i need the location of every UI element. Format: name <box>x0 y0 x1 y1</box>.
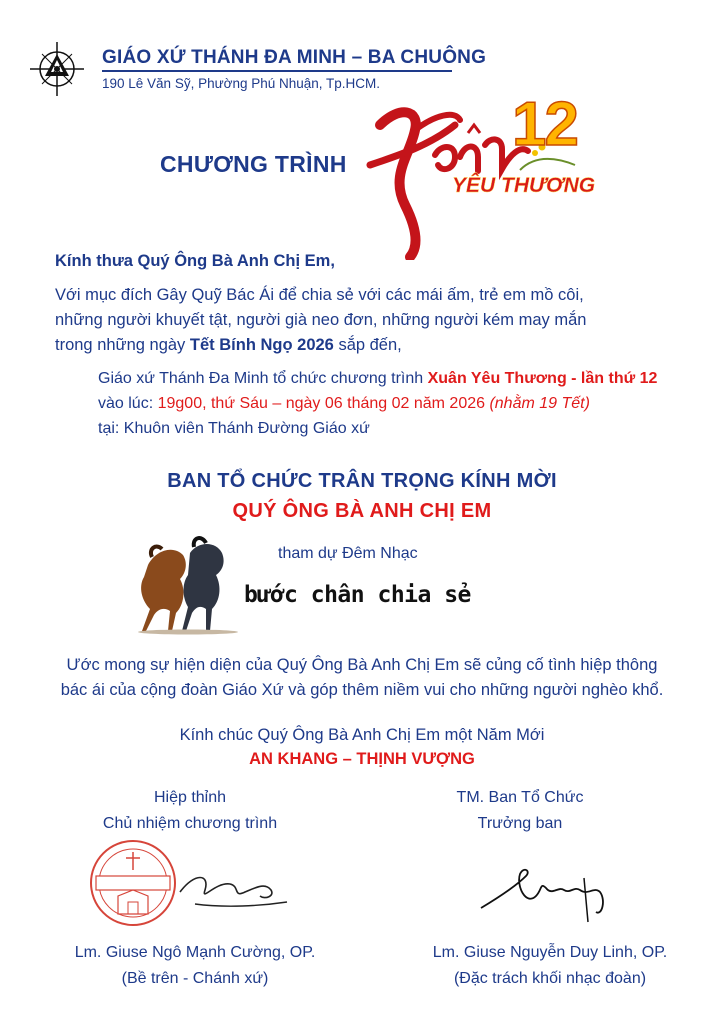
left-signer-name: Lm. Giuse Ngô Mạnh Cường, OP. <box>74 944 316 961</box>
event-time-label: vào lúc: <box>98 395 158 412</box>
left-signer-position: Chủ nhiệm chương trình <box>102 815 278 832</box>
right-signer-title: TM. Ban Tổ Chức <box>456 789 584 806</box>
event-time <box>98 392 590 415</box>
wish-line: bác ái của cộng đoàn Giáo Xứ và góp thêm niềm vui cho những người nghèo khổ. <box>60 681 664 699</box>
tet-year: Tết Bính Ngọ 2026 <box>189 336 334 354</box>
guests-heading: QUÝ ÔNG BÀ ANH CHỊ EM <box>232 500 492 522</box>
running-horses-illustration <box>128 535 246 635</box>
intro-line: những người khuyết tật, người già neo đơn, những người kém may mắn <box>55 311 587 329</box>
left-signer-title: Hiệp thỉnh <box>153 789 227 806</box>
left-signer-role: (Bề trên - Chánh xứ) <box>121 970 269 987</box>
left-handwritten-signature <box>175 862 290 917</box>
attend-text: tham dự Đêm Nhạc <box>278 545 418 562</box>
wish-line: Ước mong sự hiện diện của Quý Ông Bà Anh Chị Em sẽ củng cố tình hiệp thông <box>66 656 658 674</box>
parish-seal-stamp <box>88 838 178 928</box>
intro-text: sắp đến, <box>333 336 402 354</box>
event-line <box>98 367 657 390</box>
event-place: tại: Khuôn viên Thánh Đường Giáo xứ <box>98 420 370 437</box>
dominican-cross-logo-icon <box>28 40 86 98</box>
invitation-heading: BAN TỔ CHỨC TRÂN TRỌNG KÍNH MỜI <box>167 470 557 492</box>
intro-line <box>55 334 402 357</box>
right-handwritten-signature <box>476 856 626 928</box>
intro-text: trong những ngày <box>55 336 190 354</box>
event-time-value: 19g00, thứ Sáu – ngày 06 tháng 02 năm 2026 <box>157 395 490 412</box>
event-time-note: (nhằm 19 Tết) <box>489 395 590 412</box>
program-label: CHƯƠNG TRÌNH <box>160 151 347 177</box>
header-divider <box>102 70 452 72</box>
parish-name: GIÁO XỨ THÁNH ĐA MINH – BA CHUÔNG <box>102 47 487 68</box>
right-signer-role: (Đặc trách khối nhạc đoàn) <box>453 970 647 987</box>
art-subtitle: YÊU THƯƠNG <box>452 174 596 197</box>
event-text: Giáo xứ Thánh Đa Minh tổ chức chương trình <box>98 370 428 387</box>
concert-title: bước chân chia sẻ <box>244 582 471 608</box>
event-name: Xuân Yêu Thương - lần thứ 12 <box>427 370 658 387</box>
salutation: Kính thưa Quý Ông Bà Anh Chị Em, <box>55 252 335 270</box>
blessing: AN KHANG – THỊNH VƯỢNG <box>249 750 475 768</box>
right-signer-position: Trưởng ban <box>477 815 563 832</box>
right-signer-name: Lm. Giuse Nguyễn Duy Linh, OP. <box>432 944 668 961</box>
intro-line: Với mục đích Gây Quỹ Bác Ái để chia sẻ với các mái ấm, trẻ em mồ côi, <box>55 286 584 304</box>
new-year-greeting: Kính chúc Quý Ông Bà Anh Chị Em một Năm Mới <box>179 726 545 744</box>
edition-number: 12 <box>512 90 577 159</box>
parish-address: 190 Lê Văn Sỹ, Phường Phú Nhuận, Tp.HCM. <box>102 76 381 91</box>
